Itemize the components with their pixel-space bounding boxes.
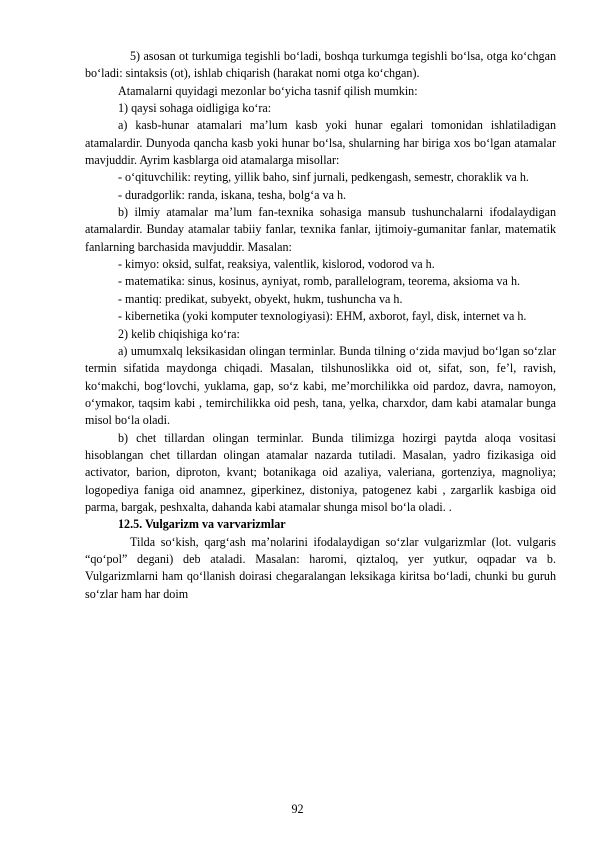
paragraph-professional-terms: a) kasb-hunar atamalari ma’lum kasb yoki hunar egalari tomonidan ishlatiladigan atamalardir. Dunyoda qancha kasb yoki hunar bo‘lsa, shularning har biriga xos bo‘lgan atamalar mavjuddir. Ayrim kasblarga oid atamalarga misollar: [85, 118, 556, 168]
paragraph-vulgarisms: Tilda so‘kish, qarg‘ash ma’nolarini ifodalaydigan so‘zlar vulgarizmlar (lot. vulgaris “qo‘pol” degani) deb ataladi. Masalan: haromi, qiztaloq, yer yutkur, oqpadar va b. Vulgarizmlarni ham qo‘llanish doirasi chegaralangan leksikaga kiritsa bo‘ladi, chunki bu guruh so‘zlar ham har doim [85, 534, 556, 601]
paragraph-criterion-2: 2) kelib chiqishiga ko‘ra: [118, 326, 240, 341]
paragraph-chemistry-examples: - kimyo: oksid, sulfat, reaksiya, valentlik, kislorod, vodorod va h. [118, 257, 435, 272]
paragraph-classification-intro: Atamalarni quyidagi mezonlar bo‘yicha tasnif qilish mumkin: [118, 83, 418, 98]
paragraph-criterion-1: 1) qaysi sohaga oidligiga ko‘ra: [118, 101, 272, 116]
paragraph-foreign-terms: b) chet tillardan olingan terminlar. Bunda tilimizga hozirgi paytda aloqa vositasi hisoblangan chet tillardan olingan atamalar nazarda tutiladi. Masalan, yadro fizikasiga oid activator, barion, diproton, kvant; botanikaga oid azaliya, valeriana, gortenziya, magnoliya; logopediya faniga oid anamnez, giperkinez, distoniya, patogenez kabi , zargarlik kasbiga oid parma, bargak, peshxalta, dahanda kabi atamalar shunga misol bo‘la oladi. . [85, 430, 556, 514]
page-number: 92 [291, 802, 304, 816]
paragraph-carpentry-examples: - duradgorlik: randa, iskana, tesha, bolg‘a va h. [118, 187, 347, 202]
page-body [85, 48, 556, 603]
paragraph-scientific-terms: b) ilmiy atamalar ma’lum fan-texnika sohasiga mansub tushunchalarni ifodalaydigan atamalardir. Bunday atamalar tabiiy fanlar, texnika fanlar, ijtimoiy-gumanitar fanlar, matematik fanlarning barchasida mavjuddir. Masalan: [85, 205, 556, 254]
paragraph-logic-examples: - mantiq: predikat, subyekt, obyekt, hukm, tushuncha va h. [118, 291, 403, 306]
paragraph-native-terms: a) umumxalq leksikasidan olingan terminlar. Bunda tilning o‘zida mavjud bo‘lgan so‘zlar termin sifatida maydonga chiqadi. Masalan, tilshunoslikka oid ot, sifat, son, fe’l, ravish, ko‘makchi, bog‘lovchi, yuklama, gap, so‘z kabi, me’morchilikka oid pardoz, davra, namoyon, o‘ymakor, taqsim kabi , temirchilikka oid pesh, tana, yelka, charxdor, dam kabi atamalar bunga misol bo‘la oladi. [85, 343, 556, 428]
paragraph-math-examples: - matematika: sinus, kosinus, ayniyat, romb, parallelogram, teorema, aksioma va h. [118, 274, 521, 289]
paragraph-intro: 5) asosan ot turkumiga tegishli bo‘ladi, boshqa turkumga tegishli bo‘lsa, otga ko‘chgan bo‘ladi: sintaksis (ot), ishlab chiqarish (harakat nomi otga ko‘chgan). [85, 49, 556, 81]
section-heading: 12.5. Vulgarizm va varvarizmlar [118, 517, 286, 532]
paragraph-teaching-examples: - o‘qituvchilik: reyting, yillik baho, sinf jurnali, pedkengash, semestr, choraklik va h. [118, 170, 529, 185]
paragraph-cybernetics-examples: - kibernetika (yoki komputer texnologiyasi): EHM, axborot, fayl, disk, internet va h. [118, 309, 527, 324]
